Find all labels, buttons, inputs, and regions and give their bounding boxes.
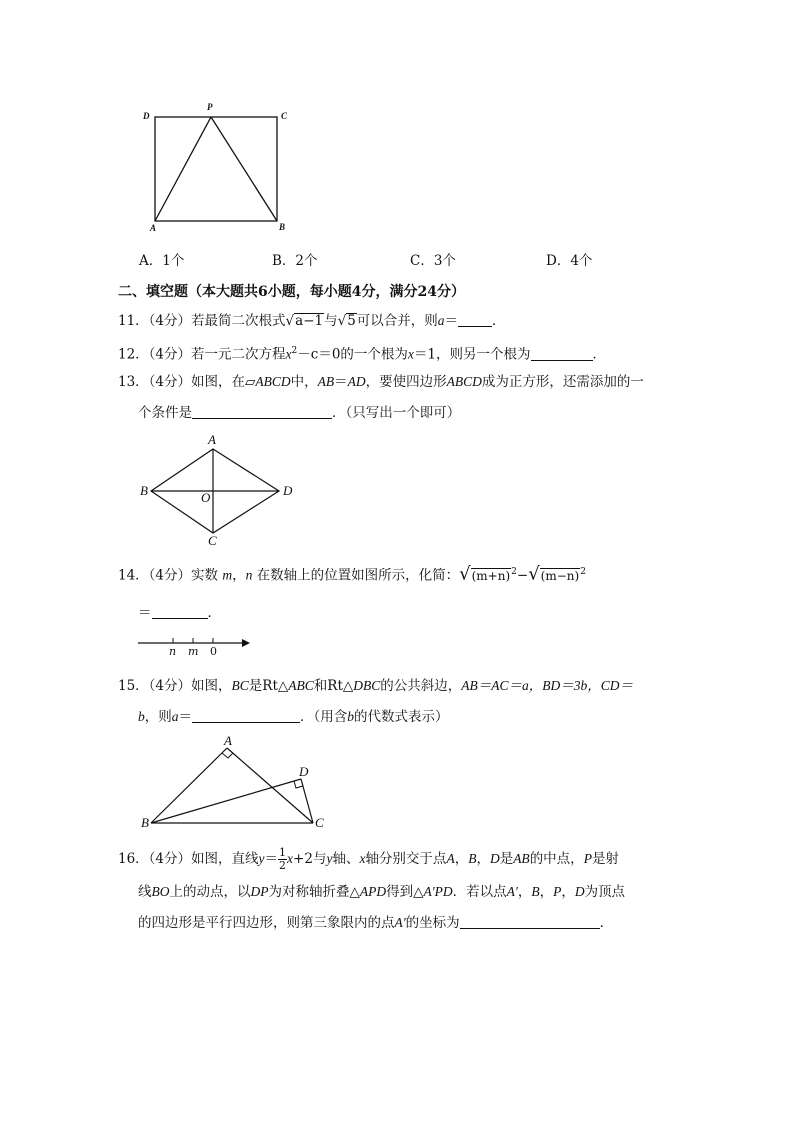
q16-xaxis: x xyxy=(359,851,366,866)
right-angle-a xyxy=(222,753,233,758)
rhombus-label-c: C xyxy=(208,533,217,548)
q16-eq: ＝ xyxy=(264,851,279,867)
q16-t14: ．若以点 xyxy=(452,884,507,900)
sqrt-sign-4: √ xyxy=(528,563,540,585)
q16-t6: ， xyxy=(476,851,490,867)
question-16-line-2 xyxy=(138,883,625,901)
segment-ac xyxy=(227,748,313,823)
tri-label-a: A xyxy=(224,733,232,748)
label-b: B xyxy=(279,222,286,232)
q16-t7: 是 xyxy=(499,851,514,867)
q16-t2: 与 xyxy=(312,851,327,867)
q15-t5: ，则 xyxy=(144,709,172,725)
q11-tail: 可以合并，则 xyxy=(356,313,438,329)
q14-exp-2: 2 xyxy=(580,567,586,577)
q12-root-x: x xyxy=(407,346,414,362)
q16-bo: BO xyxy=(151,884,170,899)
sqrt-sign-1: √ xyxy=(285,313,295,329)
q16-numerator: 1 xyxy=(279,846,287,859)
q16-dp: DP xyxy=(250,884,269,899)
q15-t2: 是Rt△ xyxy=(248,678,289,694)
q13-t2: 中， xyxy=(290,374,318,390)
q16-apd: APD xyxy=(359,884,387,899)
q13-t1: 13．（4分）如图，在▱ xyxy=(118,374,256,390)
q11-radicand-2: 5 xyxy=(347,313,356,329)
q15-b2: b xyxy=(347,709,354,724)
question-16-line-1 xyxy=(118,842,619,876)
q16-a1: A' xyxy=(506,884,518,899)
q13-ab: AB xyxy=(317,374,335,389)
q16-p: P xyxy=(583,851,592,866)
q12-end: ． xyxy=(592,346,607,363)
q15-t3: 和Rt△ xyxy=(313,678,354,694)
q14-t1: 14．（4分）实数 xyxy=(118,567,219,584)
q15-eq: ＝ xyxy=(178,709,192,725)
q13-t3: ，要使四边形 xyxy=(365,374,447,390)
q14-exp-1: 2 xyxy=(511,567,517,577)
q16-t3: 轴、 xyxy=(332,851,360,867)
tri-label-c: C xyxy=(315,815,324,830)
q16-ab: AB xyxy=(513,851,530,866)
q11-var: a xyxy=(437,313,445,328)
q16-t8: 的中点， xyxy=(529,851,584,867)
q13-t6: ．（只写出一个即可） xyxy=(332,405,461,421)
q16-t17: ， xyxy=(561,884,575,900)
q14-m: m xyxy=(222,567,233,583)
q12-eq-rest: －c＝0的一个根为 xyxy=(297,346,408,363)
q14-radicand-1: (m+n) xyxy=(471,568,511,583)
q11-eq: ＝ xyxy=(444,313,459,329)
option-b: B．2个 xyxy=(272,253,318,269)
option-d: D．4个 xyxy=(546,253,593,269)
q16-t11: 上的动点，以 xyxy=(169,884,251,900)
q12-prefix: 12．（4分）若一元二次方程 xyxy=(118,346,286,363)
q15-a: a xyxy=(171,709,179,724)
q14-minus: − xyxy=(516,567,529,584)
q13-abcd: ABCD xyxy=(255,374,291,389)
q16-t15: ， xyxy=(517,884,532,900)
label-p: P xyxy=(207,102,213,112)
question-16-line-3 xyxy=(138,914,613,932)
q13-t4: 成为正方形，还需添加的一 xyxy=(481,374,644,390)
q12-exp: 2 xyxy=(291,346,298,356)
q16-d2: D xyxy=(574,884,585,899)
q16-yaxis: y xyxy=(326,851,333,866)
q15-t4: 的公共斜边， xyxy=(380,678,462,694)
axis-label-zero: 0 xyxy=(210,645,217,658)
rhombus-label-o: O xyxy=(201,490,211,505)
q16-t13: 得到△ xyxy=(386,884,424,900)
q13-eq: ＝ xyxy=(334,374,348,390)
label-c: C xyxy=(281,111,288,121)
q11-end: ． xyxy=(492,313,506,329)
q16-a: A xyxy=(446,851,455,866)
q16-t10: 线 xyxy=(138,884,152,900)
q16-t19: 的四边形是平行四边形，则第三象限内的点 xyxy=(138,915,395,931)
q15-abc: ABC xyxy=(288,678,314,693)
q13-abcd-2: ABCD xyxy=(446,374,482,389)
rhombus-label-b: B xyxy=(140,483,148,498)
q15-t6: ．（用含 xyxy=(300,709,348,725)
q13-t5: 个条件是 xyxy=(138,405,192,421)
q16-b: B xyxy=(468,851,477,866)
q11-mid: 与 xyxy=(324,313,338,329)
q16-t12: 为对称轴折叠△ xyxy=(268,884,360,900)
q16-t1: 16．（4分）如图，直线 xyxy=(118,851,259,867)
label-a: A xyxy=(150,223,157,233)
q14-radicand-2: (m−n) xyxy=(540,568,580,583)
q16-p2: P xyxy=(553,884,562,899)
q15-bc: BC xyxy=(231,678,249,693)
q12-x: x xyxy=(285,346,292,362)
q16-fraction xyxy=(278,847,287,872)
sqrt-sign-2: √ xyxy=(337,313,347,329)
q16-t16: ， xyxy=(539,884,554,900)
q16-a1pd: A'PD xyxy=(423,884,453,899)
q16-answer-blank[interactable] xyxy=(460,915,600,929)
axis-label-m: m xyxy=(188,645,199,658)
q15-eqs: AB＝AC＝a，BD＝3b，CD＝ xyxy=(461,678,634,693)
q11-prefix: 11．（4分）若最简二次根式 xyxy=(118,313,286,329)
q14-n: n xyxy=(245,567,253,583)
rhombus-label-a: A xyxy=(208,432,216,447)
section-title: 二、填空题（本大题共6小题，每小题4分，满分24分） xyxy=(118,284,465,300)
q16-t20: 的坐标为 xyxy=(405,915,460,931)
q16-end: ． xyxy=(599,915,614,931)
q14-eq: ＝ xyxy=(138,605,152,621)
q16-x: x xyxy=(287,851,294,866)
label-d: D xyxy=(143,111,150,121)
q12-root-val: ＝1，则另一个根为 xyxy=(413,346,531,363)
q14-t2: 在数轴上的位置如图所示，化简： xyxy=(256,567,460,584)
q14-comma: ， xyxy=(232,567,246,584)
axis-label-n: n xyxy=(169,645,177,658)
q15-t1: 15．（4分）如图， xyxy=(118,678,232,694)
q16-t18: 为顶点 xyxy=(584,884,626,900)
q16-b2: B xyxy=(531,884,540,899)
q14-end: ． xyxy=(207,605,221,621)
rhombus-label-d: D xyxy=(283,483,293,498)
q15-t7: 的代数式表示） xyxy=(354,709,449,725)
q15-dbc: DBC xyxy=(353,678,381,693)
option-a: A．1个 xyxy=(139,253,185,269)
q13-ad: AD xyxy=(347,374,366,389)
q16-plus2: +2 xyxy=(293,851,313,867)
q15-b: b xyxy=(138,709,145,724)
option-c: C．3个 xyxy=(410,253,456,269)
q16-a1b: A' xyxy=(394,915,406,930)
q16-y: y xyxy=(258,851,265,866)
q16-t9: 是射 xyxy=(591,851,619,867)
tri-label-d: D xyxy=(299,764,309,779)
q11-radicand-1: a−1 xyxy=(295,313,324,329)
q16-t5: ， xyxy=(454,851,469,867)
q16-d: D xyxy=(489,851,500,866)
q16-denominator: 2 xyxy=(279,859,287,872)
tri-label-b: B xyxy=(141,815,149,830)
q16-t4: 轴分别交于点 xyxy=(365,851,447,867)
sqrt-sign-3: √ xyxy=(459,563,471,585)
